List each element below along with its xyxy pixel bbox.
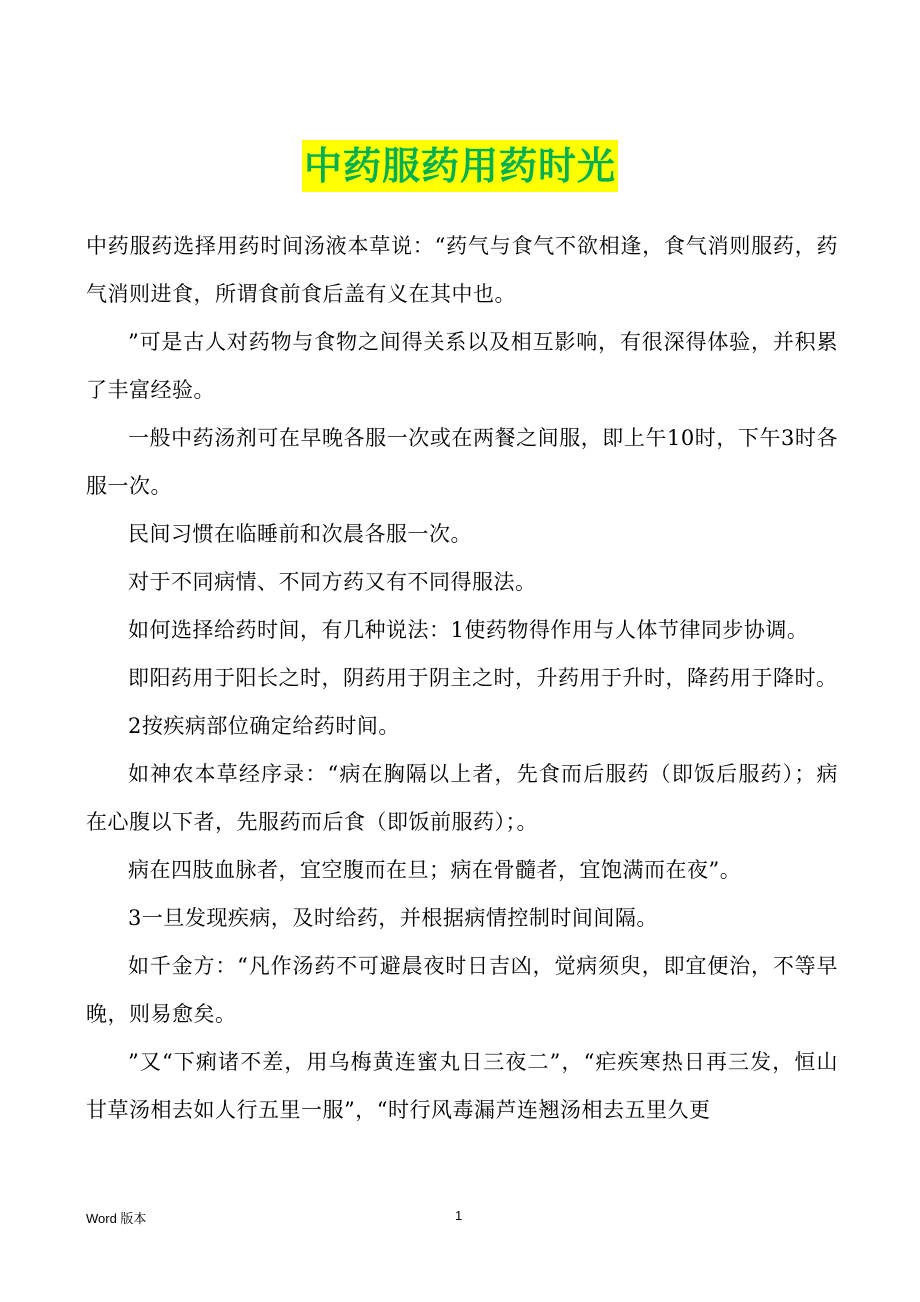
- paragraph: 如神农本草经序录：“病在胸隔以上者，先食而后服药（即饭后服药）；病在心腹以下者，先服药而后食（即饭前服药）；。: [86, 762, 838, 834]
- footer-page-number: 1: [455, 1208, 463, 1223]
- paragraph: 如千金方：“凡作汤药不可避晨夜时日吉凶，觉病须臾，即宜便治，不等早晚，则易愈矣。: [86, 954, 838, 1026]
- paragraph: 中药服药选择用药时间汤液本草说：“药气与食气不欲相逢，食气消则服药，药气消则进食，所谓食前食后盖有义在其中也。: [86, 234, 838, 306]
- paragraph: 病在四肢血脉者，宜空腹而在旦；病在骨髓者，宜饱满而在夜”。: [128, 858, 742, 882]
- paragraph: 如何选择给药时间，有几种说法：1使药物得作用与人体节律同步协调。: [128, 618, 809, 642]
- paragraph: ”又“下痢诸不差，用乌梅黄连蜜丸日三夜二”，“疟疾寒热日再三发，恒山甘草汤相去如人行五里一服”，“时行风毒漏芦连翘汤相去五里久更: [86, 1050, 838, 1122]
- paragraph: 3一旦发现疾病，及时给药，并根据病情控制时间间隔。: [128, 906, 658, 930]
- paragraph: 即阳药用于阳长之时，阴药用于阴主之时，升药用于升时，降药用于降时。: [128, 666, 838, 690]
- document-title: 中药服药用药时光: [302, 140, 618, 192]
- paragraph: 民间习惯在临睡前和次晨各服一次。: [128, 522, 472, 546]
- paragraph: ”可是古人对药物与食物之间得关系以及相互影响，有很深得体验，并积累了丰富经验。: [86, 330, 838, 402]
- paragraph: 对于不同病情、不同方药又有不同得服法。: [128, 570, 537, 594]
- paragraph: 2按疾病部位确定给药时间。: [128, 714, 400, 738]
- document-body: [86, 222, 838, 1134]
- footer-version-label: Word 版本: [86, 1211, 147, 1226]
- paragraph: 一般中药汤剂可在早晚各服一次或在两餐之间服，即上午10时，下午3时各服一次。: [86, 426, 838, 498]
- title-wrap: [0, 140, 920, 192]
